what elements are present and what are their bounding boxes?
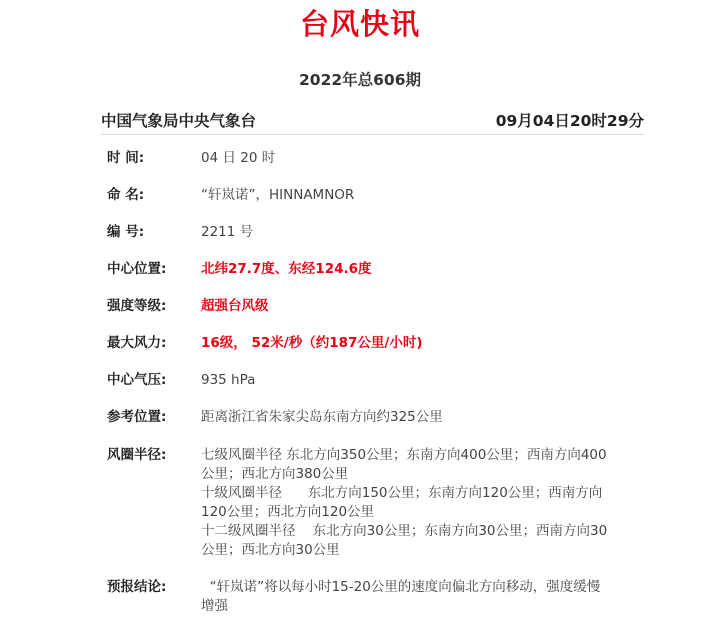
field-label-name: 命 名: — [107, 187, 145, 203]
field-label-center: 中心位置: — [107, 261, 167, 277]
field-value-pressure: 935 hPa — [201, 372, 256, 388]
field-label-wind-radius: 风圈半径: — [107, 447, 167, 463]
field-label-time: 时 间: — [107, 150, 145, 166]
field-label-intensity: 强度等级: — [107, 298, 167, 314]
field-value-wind-radius — [201, 446, 641, 560]
header-divider — [101, 134, 644, 135]
publish-datetime: 09月04日20时29分 — [495, 112, 644, 130]
field-value-time: 04 日 20 时 — [201, 150, 276, 166]
wind-radius-line: 公里；西北方向380公里 — [201, 466, 349, 482]
wind-radius-line: 120公里；西北方向120公里 — [201, 504, 375, 520]
field-label-number: 编 号: — [107, 224, 145, 240]
field-value-name: “轩岚诺”，HINNAMNOR — [201, 187, 355, 203]
forecast-line: 增强 — [201, 598, 228, 614]
agency-name: 中国气象局中央气象台 — [101, 112, 257, 130]
field-value-ref-position: 距离浙江省朱家尖岛东南方向约325公里 — [201, 409, 443, 425]
field-value-max-wind: 16级， 52米/秒（约187公里/小时) — [201, 335, 423, 351]
field-label-max-wind: 最大风力: — [107, 335, 167, 351]
page-title: 台风快讯 — [299, 7, 420, 41]
forecast-line: “轩岚诺”将以每小时15-20公里的速度向偏北方向移动，强度缓慢 — [201, 579, 601, 595]
wind-radius-line: 十级风圈半径 东北方向150公里；东南方向120公里；西南方向 — [201, 485, 603, 501]
field-value-center: 北纬27.7度、东经124.6度 — [201, 261, 372, 277]
wind-radius-line: 十二级风圈半径 东北方向30公里；东南方向30公里；西南方向30 — [201, 523, 608, 539]
wind-radius-line: 七级风圈半径 东北方向350公里；东南方向400公里；西南方向400 — [201, 447, 607, 463]
field-value-number: 2211 号 — [201, 224, 254, 240]
field-label-pressure: 中心气压: — [107, 372, 167, 388]
issue-number: 2022年总606期 — [299, 71, 421, 89]
field-value-intensity: 超强台风级 — [201, 298, 269, 314]
field-label-forecast: 预报结论: — [107, 579, 167, 595]
wind-radius-line: 公里；西北方向30公里 — [201, 542, 340, 558]
field-label-ref-position: 参考位置: — [107, 409, 167, 425]
field-value-forecast — [201, 578, 641, 616]
